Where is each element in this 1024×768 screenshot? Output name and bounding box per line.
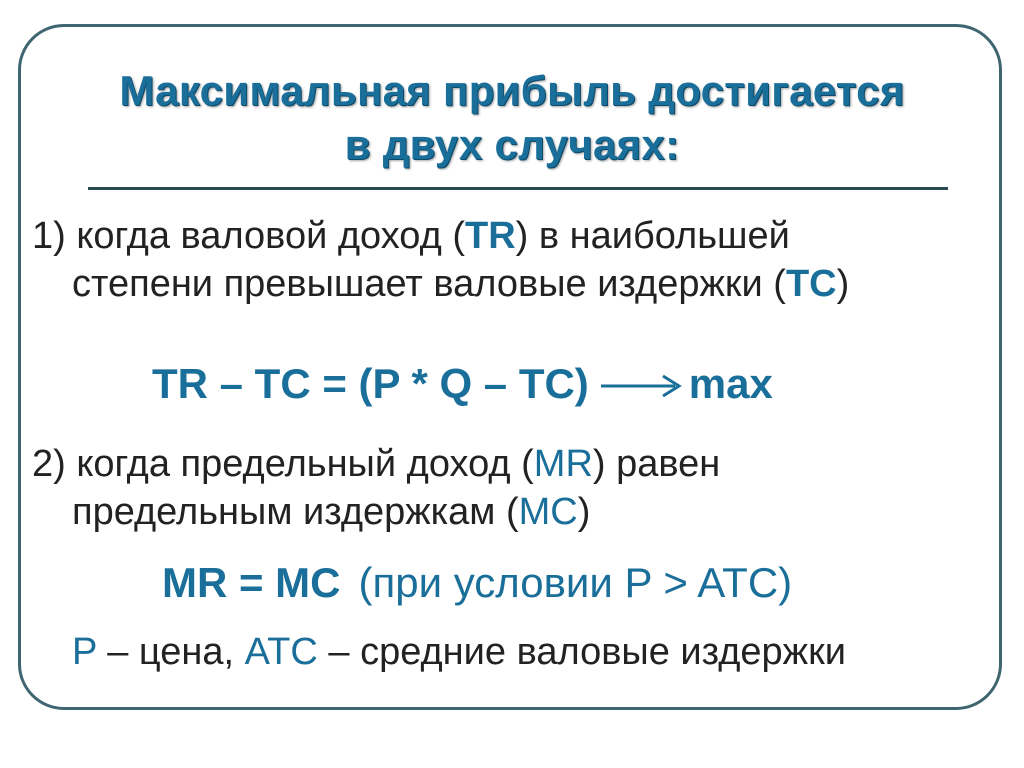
case-1-line-1 — [32, 212, 849, 260]
mc-term: MC — [518, 491, 578, 533]
case-1-line-2-prefix: степени превышает валовые издержки ( — [72, 263, 786, 305]
case-2-mid: ) равен — [592, 443, 721, 485]
title-line-1: Максимальная прибыль достигается — [119, 67, 905, 114]
profit-formula — [152, 356, 773, 415]
title-divider — [88, 187, 948, 190]
marginal-equation: MR = MC — [162, 559, 341, 606]
tc-term: TC — [785, 263, 837, 305]
atc-term: ATC — [244, 631, 318, 673]
case-2-line-2 — [32, 488, 720, 536]
profit-formula-left: TR – TC = (P * Q – TC) — [152, 360, 589, 407]
long-right-arrow-icon — [599, 359, 683, 415]
case-2-prefix: 2) когда предельный доход ( — [32, 443, 534, 485]
case-1-prefix: 1) когда валовой доход ( — [32, 215, 465, 257]
mr-term: MR — [533, 443, 593, 485]
marginal-formula — [162, 555, 792, 611]
case-2 — [32, 440, 720, 536]
p-description: – цена, — [96, 631, 245, 673]
profit-formula-right: max — [688, 360, 773, 407]
title-line-2: в двух случаях: — [344, 121, 680, 168]
case-2-line-2-suffix: ) — [577, 491, 591, 533]
case-1 — [32, 212, 849, 308]
case-1-line-2-suffix: ) — [836, 263, 850, 305]
case-2-line-1 — [32, 440, 720, 488]
slide-title — [20, 64, 1004, 172]
atc-description: – средние валовые издержки — [317, 631, 846, 673]
legend-note — [72, 628, 846, 676]
case-1-mid: ) в наибольшей — [515, 215, 790, 257]
case-1-line-2 — [32, 260, 849, 308]
p-term: P — [72, 631, 97, 673]
case-2-line-2-prefix: предельным издержкам ( — [72, 491, 519, 533]
tr-term: TR — [465, 215, 516, 257]
marginal-condition: (при условии P > ATC) — [358, 559, 793, 606]
